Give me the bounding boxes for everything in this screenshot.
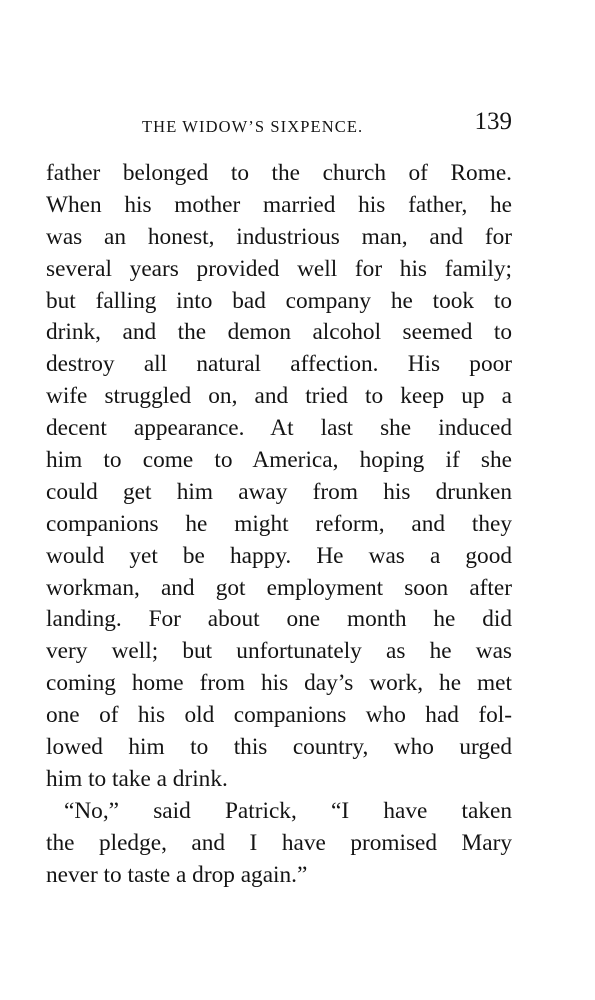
text-line: him to take a drink.: [46, 765, 228, 792]
text-line: never to taste a drop again.”: [46, 861, 308, 888]
text-line: wife struggled on, and tried to keep up a: [46, 383, 512, 410]
text-line: coming home from his day’s work, he met: [46, 670, 512, 697]
text-line: destroy all natural affection. His poor: [46, 351, 512, 378]
page-number: 139: [474, 108, 512, 135]
text-line: decent appearance. At last she induced: [46, 415, 512, 442]
text-line: very well; but unfortunately as he was: [46, 638, 512, 665]
text-line: could get him away from his drunken: [46, 478, 512, 505]
text-line: one of his old companions who had fol-: [46, 702, 512, 729]
running-title: THE WIDOW’S SIXPENCE.: [142, 117, 364, 136]
text-line: him to come to America, hoping if she: [46, 447, 512, 474]
text-line: would yet be happy. He was a good: [46, 542, 512, 569]
text-line: When his mother married his father, he: [46, 191, 512, 218]
text-line: workman, and got employment soon after: [46, 574, 512, 601]
text-line: landing. For about one month he did: [46, 606, 512, 633]
body-text: [46, 158, 512, 891]
text-line: the pledge, and I have promised Mary: [46, 829, 512, 856]
running-header: [46, 108, 512, 138]
text-line: but falling into bad company he took to: [46, 287, 512, 314]
text-line: several years provided well for his family;: [46, 255, 512, 282]
text-line: lowed him to this country, who urged: [46, 734, 512, 761]
text-line: “No,” said Patrick, “I have taken: [64, 797, 512, 824]
text-line: was an honest, industrious man, and for: [46, 223, 512, 250]
text-line: companions he might reform, and they: [46, 510, 512, 537]
text-line: drink, and the demon alcohol seemed to: [46, 319, 512, 346]
text-line: father belonged to the church of Rome.: [46, 160, 512, 186]
